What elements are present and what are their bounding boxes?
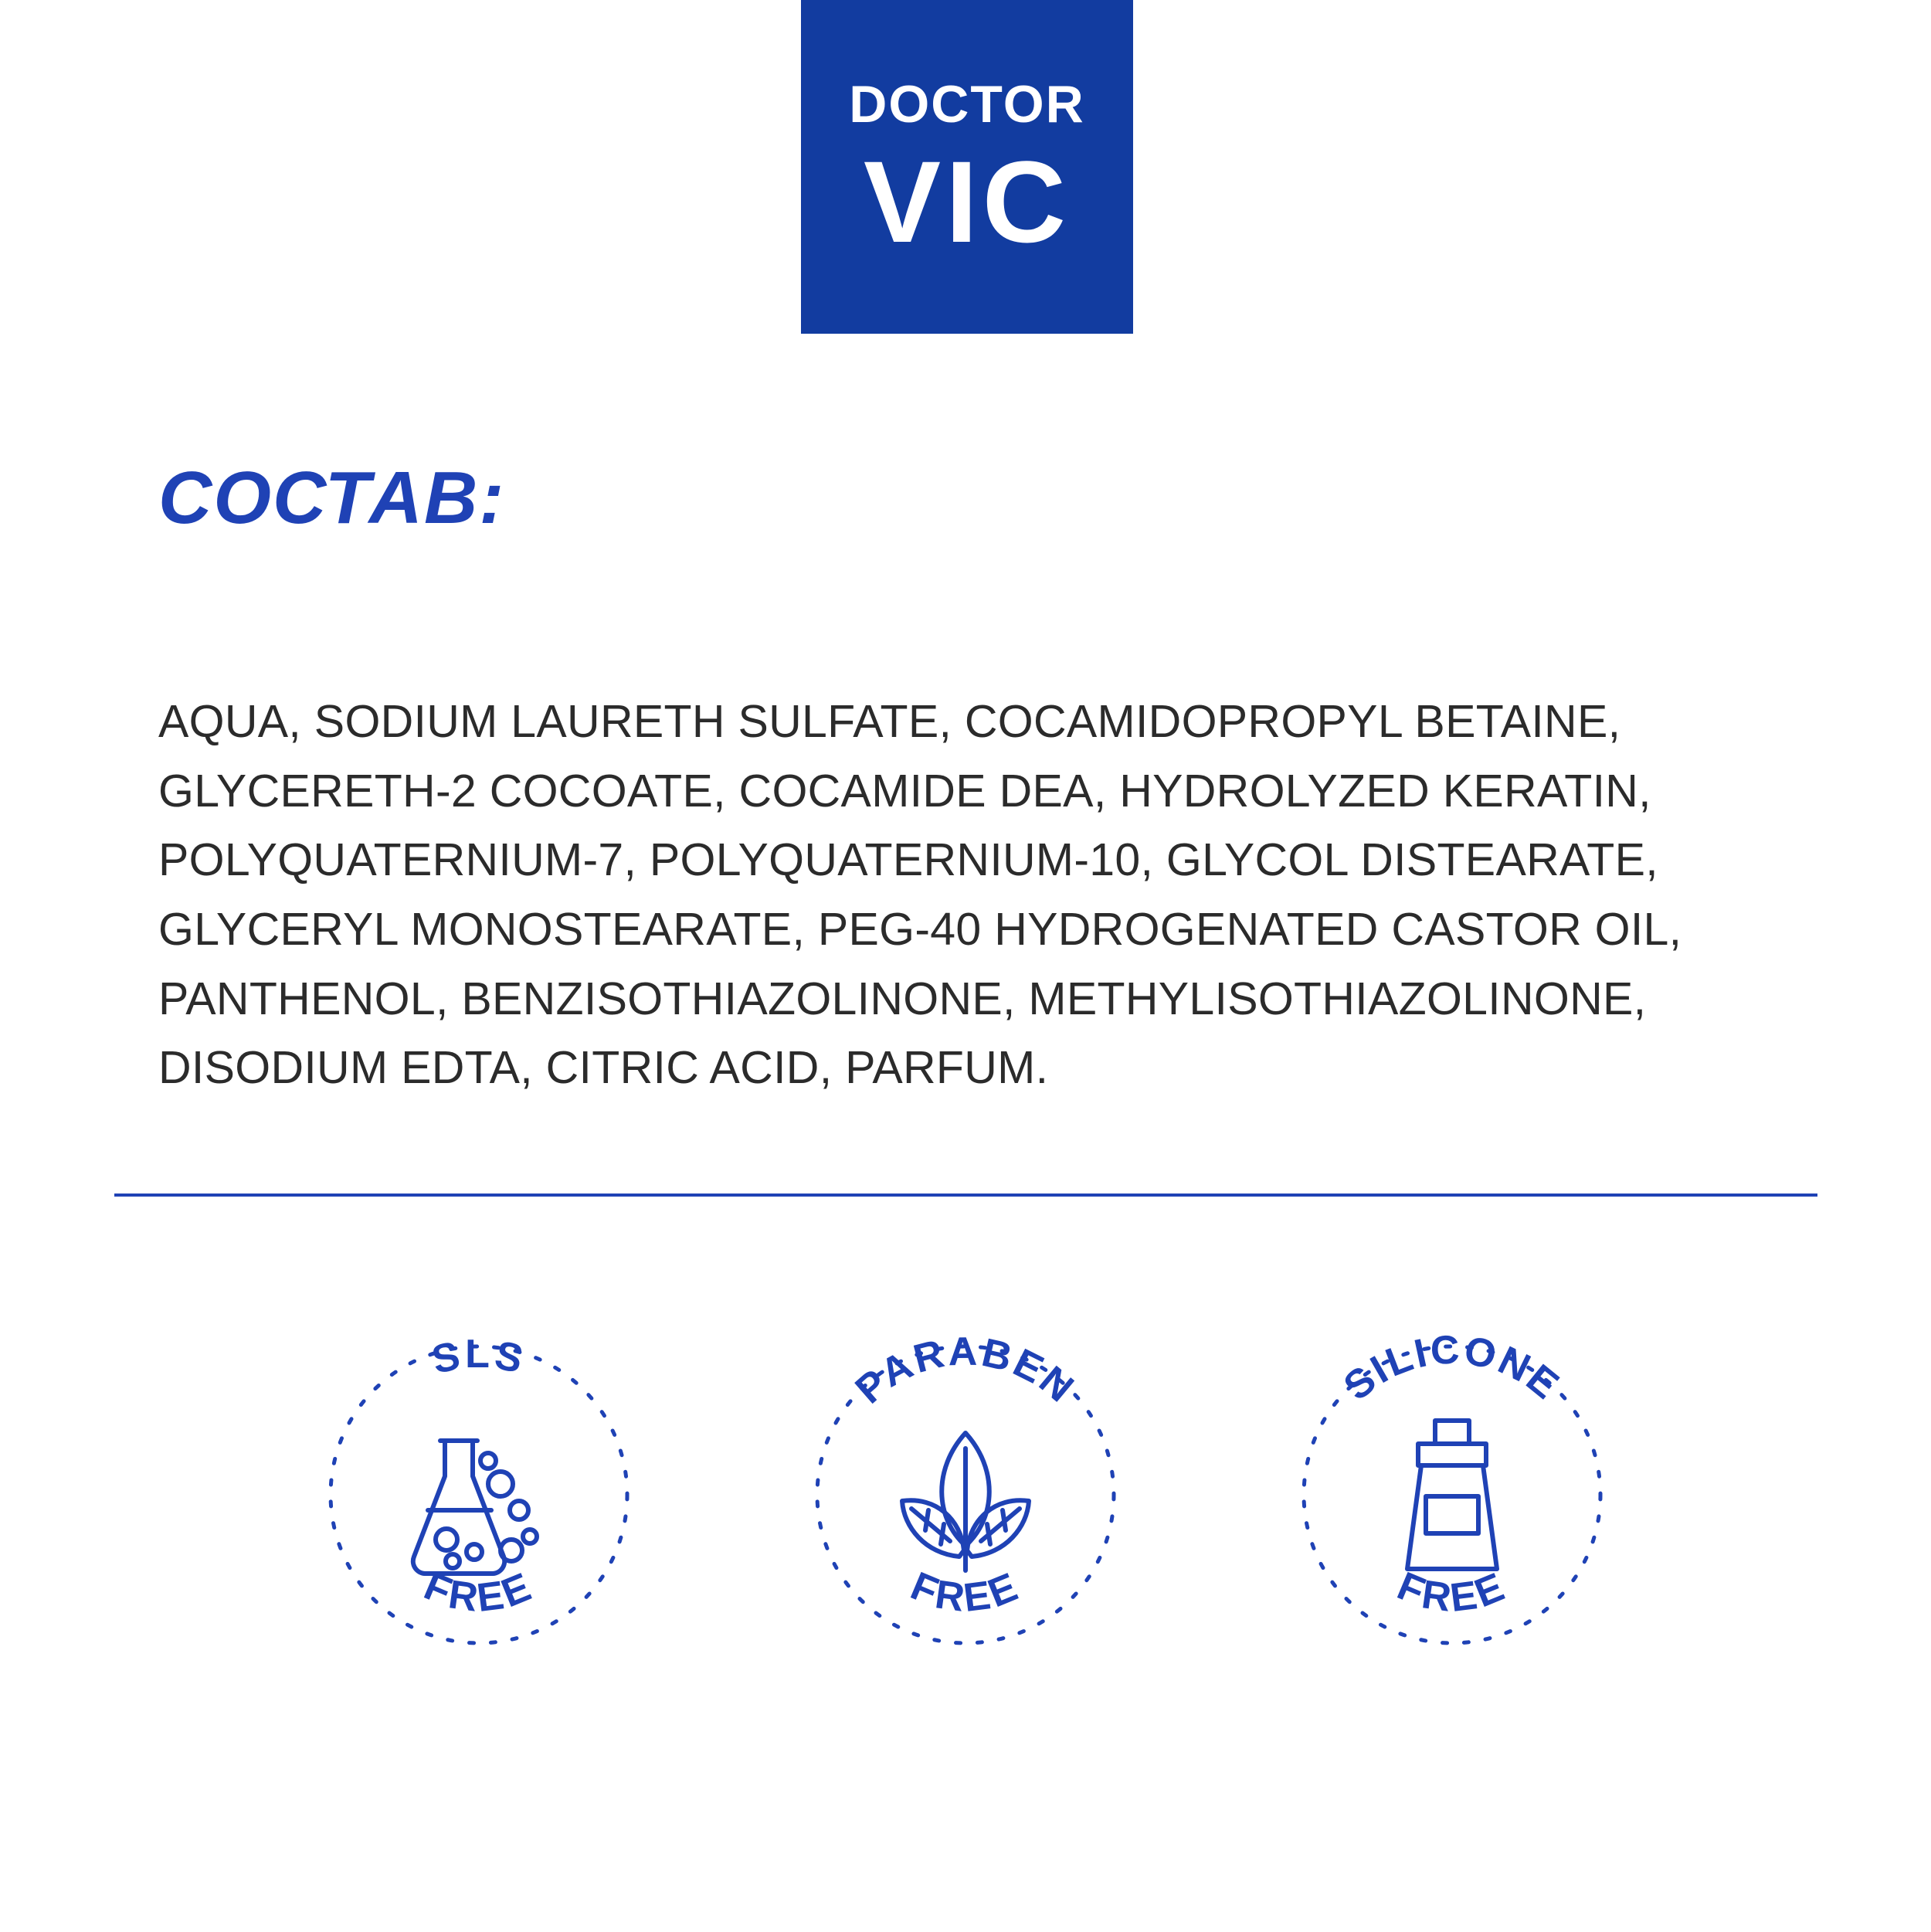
page-title: СОСТАВ: — [158, 457, 506, 539]
svg-text:FREE: FREE — [417, 1564, 541, 1621]
svg-text:FREE: FREE — [1390, 1564, 1514, 1621]
svg-text:SLS: SLS — [427, 1332, 531, 1384]
brand-logo-line2: VIC — [863, 137, 1071, 267]
ingredients-list: AQUA, SODIUM LAURETH SULFATE, COCAMIDOPROPYL BETAINE, GLYCERETH-2 COCOATE, COCAMIDE DEA, HYDROLYZED KERATIN, POLYQUATERNIUM-7, POLYQUATERNIUM-10, GLYCOL DISTEARATE, GLYCERYL MONOSTEARATE, PEG-40 HYDROGENATED CASTOR OIL, PANTHENOL, BENZISOTHIAZOLINONE, METHYLISOTHIAZOLINONE, DISODIUM EDTA, CITRIC ACID, PARFUM. — [158, 696, 1682, 1094]
badge-sls-free — [309, 1325, 649, 1665]
free-from-badges — [309, 1325, 1622, 1665]
brand-logo-line1: DOCTOR — [849, 75, 1085, 134]
svg-text:PARABEN: PARABEN — [847, 1329, 1084, 1413]
svg-text:SILICONE: SILICONE — [1335, 1327, 1569, 1410]
section-divider — [114, 1193, 1817, 1197]
badge-paraben-free — [796, 1325, 1135, 1665]
brand-logo — [801, 0, 1133, 334]
badge-silicone-free — [1282, 1325, 1622, 1665]
svg-text:FREE: FREE — [904, 1564, 1027, 1621]
